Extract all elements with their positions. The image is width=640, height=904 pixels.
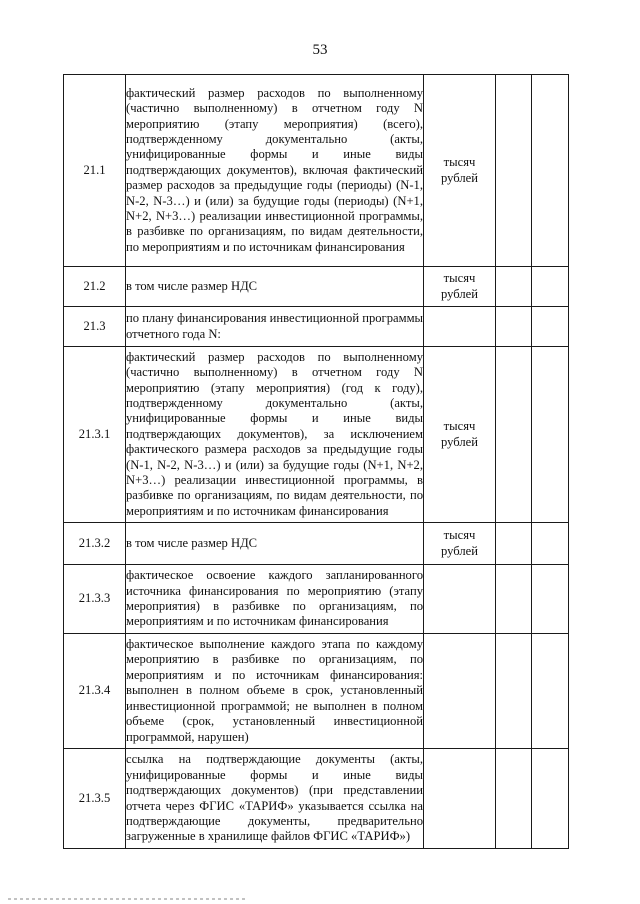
- table-row: [64, 634, 569, 749]
- row-number: 21.2: [64, 267, 126, 307]
- row-number: 21.3: [64, 307, 126, 347]
- table-row: [64, 347, 569, 523]
- table-row: [64, 307, 569, 347]
- empty-cell: [532, 75, 569, 267]
- scan-artifact: [8, 898, 248, 900]
- empty-cell: [532, 267, 569, 307]
- empty-cell: [496, 749, 532, 849]
- empty-cell: [496, 634, 532, 749]
- row-unit: тысяч рублей: [424, 267, 496, 307]
- row-unit: [424, 634, 496, 749]
- row-description: фактический размер расходов по выполненному (частично выполненному) в отчетном году N мероприятию (этапу мероприятия) (год к году), подтвержденному документально (акты, унифицированные формы и иные виды подтверждающих документов), за исключением фактического размера расходов за предыдущие годы (N-1, N-2, N-3…) и (или) за будущие годы (N+1, N+2, N+3…) реализации инвестиционной программы, в разбивке по организациям, по видам деятельности, по мероприятиям и по источникам финансирования: [126, 347, 424, 523]
- table-row: [64, 565, 569, 634]
- empty-cell: [532, 634, 569, 749]
- empty-cell: [532, 523, 569, 565]
- page-number: 53: [312, 42, 328, 58]
- empty-cell: [496, 267, 532, 307]
- row-unit: [424, 749, 496, 849]
- empty-cell: [532, 307, 569, 347]
- table-row: [64, 523, 569, 565]
- row-unit: тысяч рублей: [424, 523, 496, 565]
- table-row: [64, 267, 569, 307]
- empty-cell: [496, 307, 532, 347]
- row-description: фактическое освоение каждого запланированного источника финансирования по мероприятию (этапу мероприятия) в разбивке по организациям, по мероприятиям и по источникам финансирования: [126, 565, 424, 634]
- row-unit: [424, 565, 496, 634]
- data-table: [63, 74, 569, 849]
- row-unit: [424, 307, 496, 347]
- row-number: 21.3.2: [64, 523, 126, 565]
- empty-cell: [496, 347, 532, 523]
- row-number: 21.3.5: [64, 749, 126, 849]
- empty-cell: [496, 523, 532, 565]
- row-unit: тысяч рублей: [424, 75, 496, 267]
- empty-cell: [532, 347, 569, 523]
- row-number: 21.1: [64, 75, 126, 267]
- row-description: ссылка на подтверждающие документы (акты, унифицированные формы и иные виды подтверждающих документов) (при представлении отчета через ФГИС «ТАРИФ» указывается ссылка на подтверждающие документы, предварительно загруженные в хранилище файлов ФГИС «ТАРИФ»): [126, 749, 424, 849]
- row-unit: тысяч рублей: [424, 347, 496, 523]
- row-description: фактическое выполнение каждого этапа по каждому мероприятию в разбивке по организациям, по мероприятиям и по источникам финансирования: выполнен в полном объеме в срок, установленный инвестиционной программой; не выполнен в полном объеме (срок, установленный инвестиционной программой, нарушен): [126, 634, 424, 749]
- row-number: 21.3.4: [64, 634, 126, 749]
- table-row: [64, 749, 569, 849]
- empty-cell: [532, 565, 569, 634]
- empty-cell: [496, 565, 532, 634]
- empty-cell: [496, 75, 532, 267]
- row-number: 21.3.3: [64, 565, 126, 634]
- row-number: 21.3.1: [64, 347, 126, 523]
- row-description: в том числе размер НДС: [126, 523, 424, 565]
- row-description: по плану финансирования инвестиционной программы отчетного года N:: [126, 307, 424, 347]
- row-description: фактический размер расходов по выполненному (частично выполненному) в отчетном году N мероприятию (этапу мероприятия) (всего), подтвержденному документально (акты, унифицированные формы и иные виды подтверждающих документов), включая фактический размер расходов за предыдущие годы (периоды) (N-1, N-2, N-3…) и (или) за будущие годы (периоды) (N+1, N+2, N+3…) реализации инвестиционной программы, в разбивке по организациям, по видам деятельности, по мероприятиям и по источникам финансирования: [126, 75, 424, 267]
- table-row: [64, 75, 569, 267]
- row-description: в том числе размер НДС: [126, 267, 424, 307]
- empty-cell: [532, 749, 569, 849]
